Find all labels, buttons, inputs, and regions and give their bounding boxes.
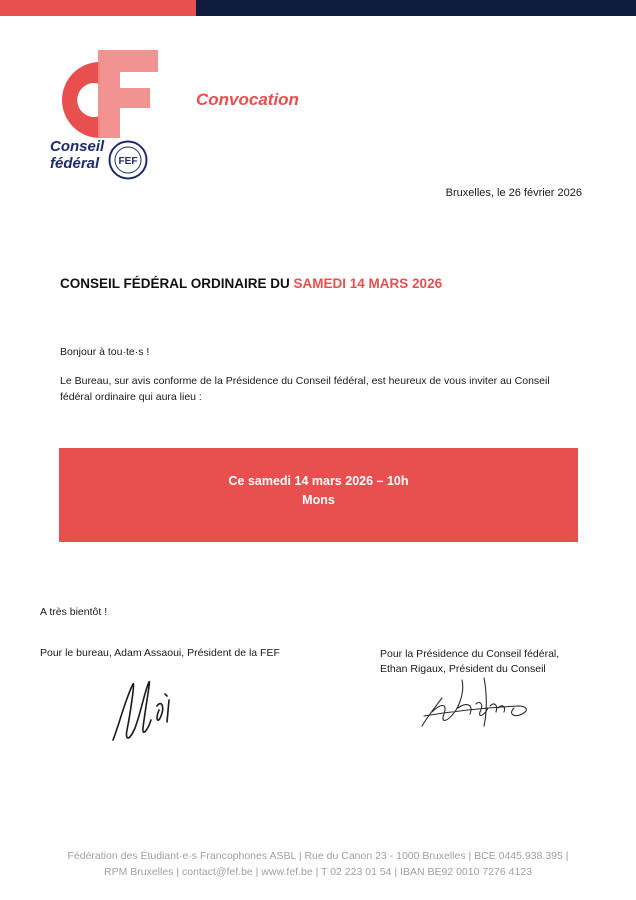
- title-prefix: CONSEIL FÉDÉRAL ORDINAIRE DU: [60, 276, 294, 291]
- signatory-right-line1: Pour la Présidence du Conseil fédéral,: [380, 648, 560, 660]
- intro-paragraph: Le Bureau, sur avis conforme de la Présidence du Conseil fédéral, est heureux de vous inviter au Conseil fédéral ordinaire qui aura lieu :: [60, 375, 550, 403]
- logo-caption-line1: Conseil: [50, 138, 105, 155]
- logo-caption: [50, 138, 104, 172]
- greeting: Bonjour à tou·te·s !: [60, 346, 150, 358]
- event-location: Mons: [302, 493, 335, 507]
- footer-line2: RPM Bruxelles | contact@fef.be | www.fef.be | T 02 223 01 54 | IBAN BE92 0010 7276 4123: [103, 866, 533, 878]
- header-bar-navy: [196, 0, 636, 16]
- date-line: Bruxelles, le 26 février 2026: [445, 187, 582, 199]
- signatory-right-line2: Ethan Rigaux, Président du Conseil: [380, 663, 546, 675]
- signature-left: [105, 670, 185, 746]
- document-type: Convocation: [196, 90, 299, 109]
- seal-text: FEF: [118, 156, 138, 167]
- signatory-left: Pour le bureau, Adam Assaoui, Président de la FEF: [40, 647, 280, 659]
- footer-line1: Fédération des Étudiant·e·s Francophones ASBL | Rue du Canon 23 - 1000 Bruxelles | BCE 0445.938.395 |: [67, 850, 569, 862]
- header-bar-red: [0, 0, 196, 16]
- signature-right: [418, 668, 534, 734]
- page-title: [60, 276, 442, 291]
- footer: [40, 848, 596, 880]
- closing-line: A très bientôt !: [40, 606, 108, 618]
- event-datetime: Ce samedi 14 mars 2026 – 10h: [228, 474, 409, 488]
- logo-caption-line2: fédéral: [50, 155, 100, 172]
- title-date: SAMEDI 14 MARS 2026: [293, 276, 443, 291]
- event-box: [59, 448, 578, 542]
- fef-seal-icon: [108, 140, 148, 180]
